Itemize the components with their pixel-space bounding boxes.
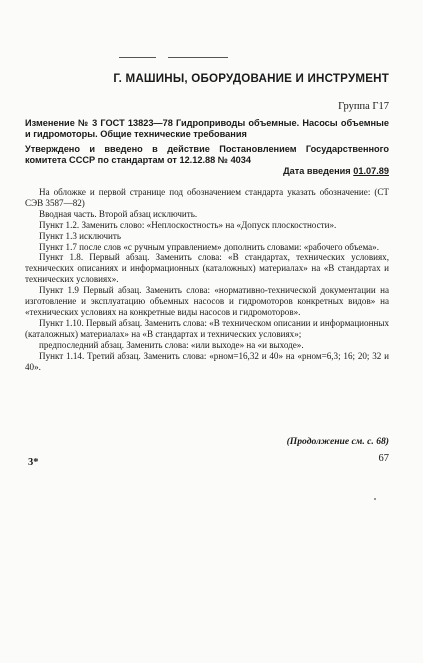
group-label: Группа Г17 xyxy=(338,101,389,112)
paragraph: Пункт 1.2. Заменить слово: «Неплоскостность» на «Допуск плоскостности». xyxy=(39,219,337,230)
section-title: Г. МАШИНЫ, ОБОРУДОВАНИЕ И ИНСТРУМЕНТ xyxy=(113,72,389,85)
effective-date-label: Дата введения xyxy=(283,166,351,176)
top-rule-left xyxy=(119,57,156,58)
effective-date xyxy=(283,166,389,176)
approval-statement: Утверждено и введено в действие Постановлением Государственного комитета СССР по стандартам от 12.12.88 № 4034 xyxy=(25,144,389,165)
paragraph: Пункт 1.10. Первый абзац. Заменить слова: «В техническом описании и информационных (каталожных) материалах» на «В стандартах и технических условиях»; xyxy=(25,317,389,339)
paragraph: На обложке и первой странице под обозначением стандарта указать обозначение: (СТ СЭВ 3587—82) xyxy=(25,187,389,208)
effective-date-value: 01.07.89 xyxy=(353,166,389,176)
scan-speck xyxy=(374,498,376,500)
paragraph: предпоследний абзац. Заменить слова: «или выходе» на «и выходе». xyxy=(39,339,304,350)
signature-mark: 3* xyxy=(28,457,39,468)
top-rule-right xyxy=(168,57,228,58)
paragraph: Пункт 1.8. Первый абзац. Заменить слова: «В стандартах, технических условиях, технических описаниях и информационных (каталожных) материалах» на «В стандартах и технических условиях». xyxy=(25,252,389,285)
document-body xyxy=(25,187,389,372)
paragraph: Вводная часть. Второй абзац исключить. xyxy=(39,208,198,219)
amendment-title: Изменение № 3 ГОСТ 13823—78 Гидроприводы объемные. Насосы объемные и гидромоторы. Общие технические требования xyxy=(25,118,389,139)
continuation-note: (Продолжение см. с. 68) xyxy=(286,436,389,447)
paragraph: Пункт 1.3 исключить xyxy=(39,230,122,241)
page-number: 67 xyxy=(378,453,389,464)
paragraph: Пункт 1.9 Первый абзац. Заменить слова: «нормативно-технической документации на изготовление и эксплуатацию объемных насосов и гидромоторов конкретных видов» на «технических условиях на конкретные виды насосов и гидромоторов». xyxy=(25,285,389,317)
paragraph: Пункт 1.14. Третий абзац. Заменить слова: «pном=16,32 и 40» на «pном=6,3; 16; 20; 32 и 40». xyxy=(25,350,389,372)
paragraph: Пункт 1.7 после слов «с ручным управлением» дополнить словами: «рабочего объема». xyxy=(39,241,379,252)
